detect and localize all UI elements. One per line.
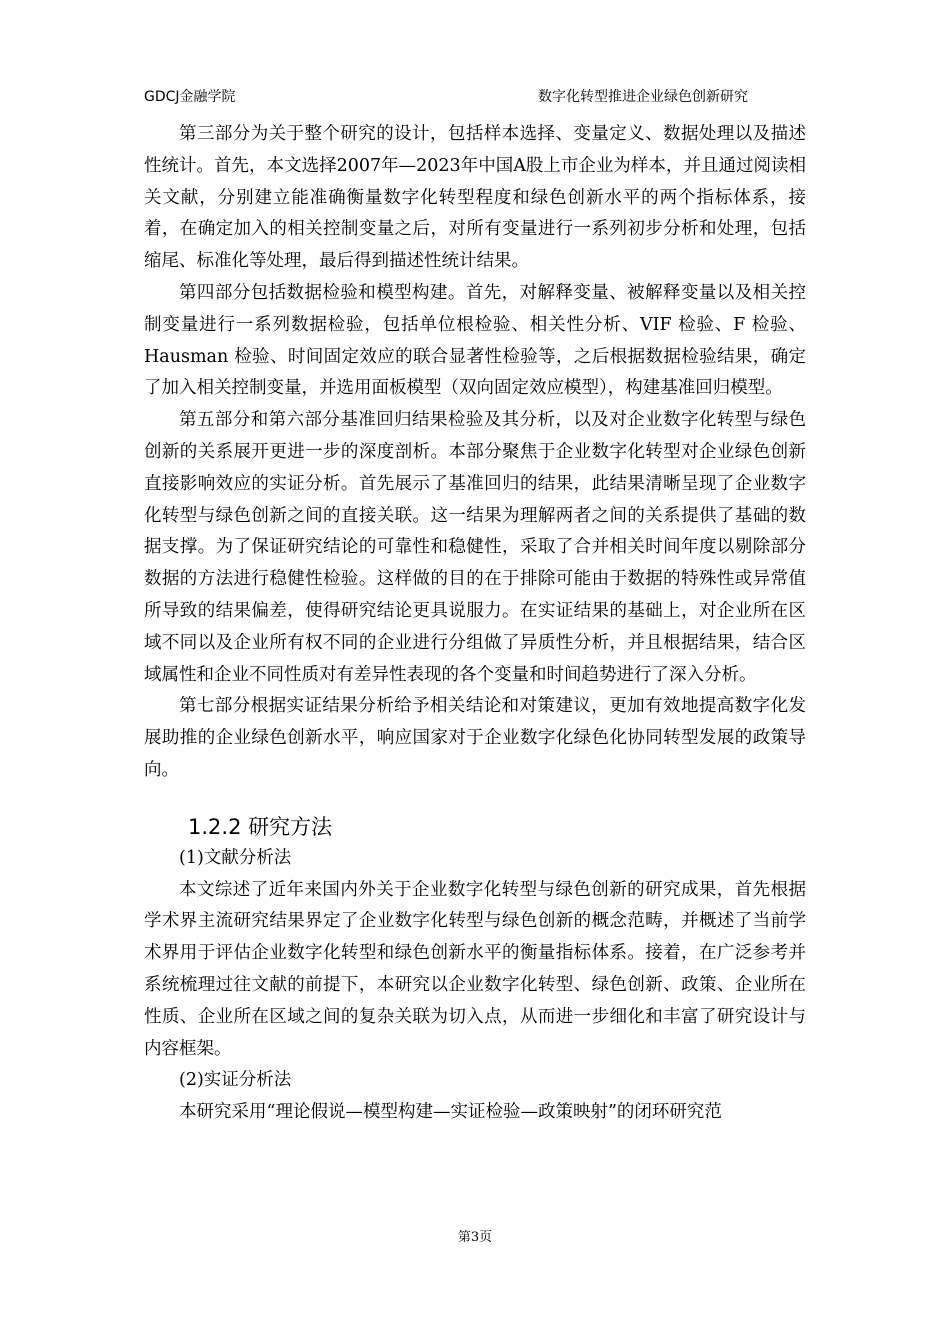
subheading-literature: (1)文献分析法 — [179, 847, 292, 868]
paragraph-part7: 第七部分根据实证结果分析给予相关结论和对策建议，更加有效地提高数字化发展助推的企业绿色创新水平，响应国家对于企业数字化绿色化协同转型发展的政策导向。 — [144, 696, 806, 780]
page-number: 第3页 — [457, 1230, 493, 1245]
paragraph-empirical: 本研究采用“理论假说—模型构建—实证检验—政策映射”的闭环研究范 — [179, 1102, 722, 1123]
section-gap — [144, 787, 806, 811]
subheading-empirical: (2)实证分析法 — [179, 1070, 292, 1091]
paragraph-part4: 第四部分包括数据检验和模型构建。首先，对解释变量、被解释变量以及相关控制变量进行一系列数据检验，包括单位根检验、相关性分析、VIF 检验、F 检验、Hausman 检验、时间固定效应的联合显著性检验等，之后根据数据检验结果，确定了加入相关控制变量，并选用面板模型（双向固定效应模型），构建基准回归模型。 — [144, 282, 806, 399]
paragraph-literature: 本文综述了近年来国内外关于企业数字化转型与绿色创新的研究成果，首先根据学术界主流研究结果界定了企业数字化转型与绿色创新的概念范畴，并概述了当前学术界用于评估企业数字化转型和绿色创新水平的衡量指标体系。接着，在广泛参考并系统梳理过往文献的前提下，本研究以企业数字化转型、绿色创新、政策、企业所在性质、企业所在区域之间的复杂关联为切入点，从而进一步细化和丰富了研究设计与内容框架。 — [144, 879, 806, 1059]
header-right: 数字化转型推进企业绿色创新研究 — [538, 89, 748, 105]
paragraph-part3: 第三部分为关于整个研究的设计，包括样本选择、变量定义、数据处理以及描述性统计。首先，本文选择2007年—2023年中国A股上市企业为样本，并且通过阅读相关文献，分别建立能准确衡量数字化转型程度和绿色创新水平的两个指标体系，接着，在确定加入的相关控制变量之后，对所有变量进行一系列初步分析和处理，包括缩尾、标准化等处理，最后得到描述性统计结果。 — [144, 124, 806, 272]
page-body — [144, 119, 806, 1129]
header-left: GDCJ金融学院 — [144, 89, 236, 105]
paragraph-part5-6: 第五部分和第六部分基准回归结果检验及其分析，以及对企业数字化转型与绿色创新的关系展开更进一步的深度剖析。本部分聚焦于企业数字化转型对企业绿色创新直接影响效应的实证分析。首先展示了基准回归的结果，此结果清晰呈现了企业数字化转型与绿色创新之间的直接关联。这一结果为理解两者之间的关系提供了基础的数据支撑。为了保证研究结论的可靠性和稳健性，采取了合并相关时间年度以剔除部分数据的方法进行稳健性检验。这样做的目的在于排除可能由于数据的特殊性或异常值所导致的结果偏差，使得研究结论更具说服力。在实证结果的基础上，对企业所在区域不同以及企业所有权不同的企业进行分组做了异质性分析，并且根据结果，结合区域属性和企业不同性质对有差异性表现的各个变量和时间趋势进行了深入分析。 — [144, 410, 806, 685]
section-title: 1.2.2 研究方法 — [188, 814, 333, 839]
